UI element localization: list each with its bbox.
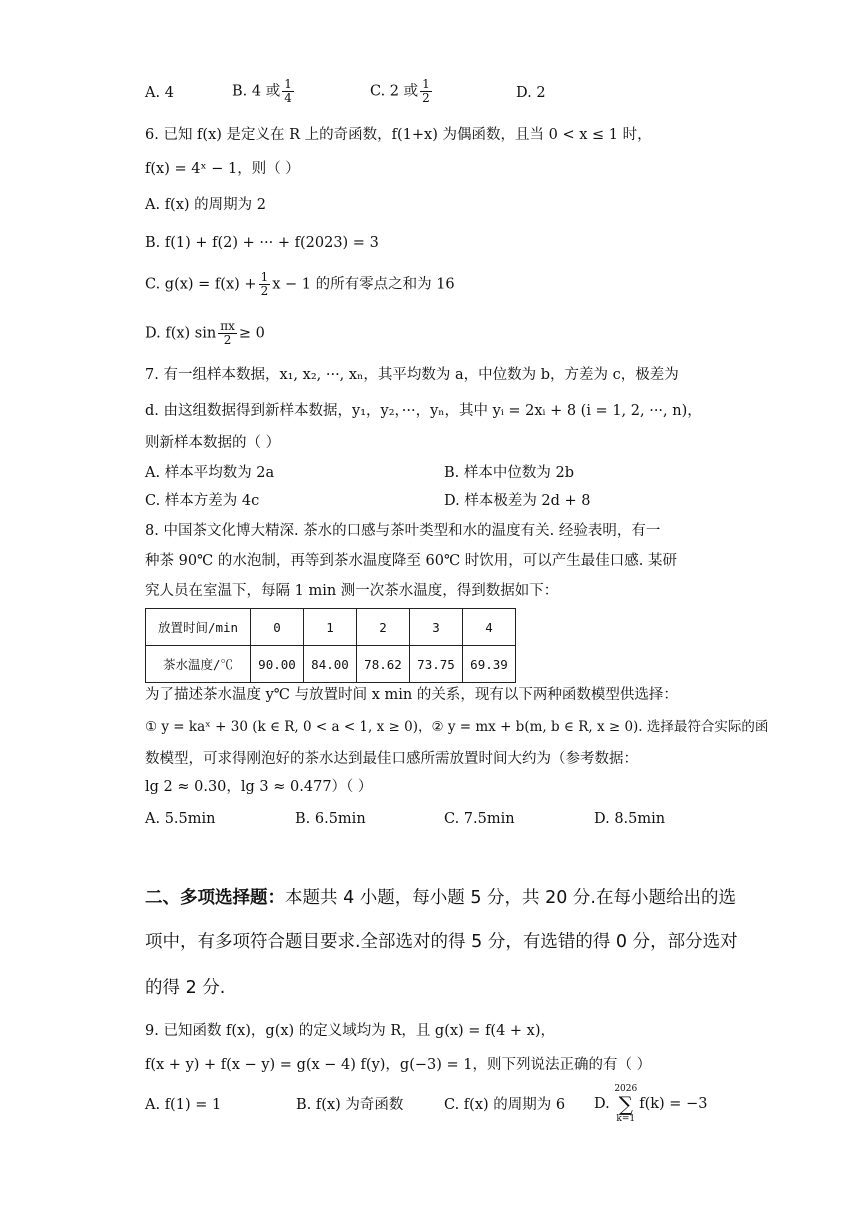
q7-option-c: C. 样本方差为 4c (145, 493, 260, 509)
q8-option-c: C. 7.5min (444, 811, 515, 827)
table-cell: 2 (357, 609, 410, 646)
q9-option-a: A. f(1) = 1 (145, 1097, 222, 1113)
q6-option-b: B. f(1) + f(2) + ··· + f(2023) = 3 (145, 235, 379, 251)
q8-stem-line2: 种茶 90℃ 的水泡制，再等到茶水温度降至 60℃ 时饮用，可以产生最佳口感. 某研 (145, 553, 677, 569)
q9-option-b: B. f(x) 为奇函数 (296, 1097, 404, 1113)
q8-option-a: A. 5.5min (145, 811, 216, 827)
section2-line1 (145, 886, 736, 910)
q5-option-c-text: C. 2 或 (370, 83, 419, 100)
q6-option-a: A. f(x) 的周期为 2 (145, 197, 266, 213)
fraction (282, 78, 294, 105)
q5-option-b (232, 78, 296, 105)
table-cell: 90.00 (251, 646, 304, 683)
sum-lower-limit: k=1 (616, 1114, 636, 1124)
q6-option-c-pre: C. g(x) = f(x) + (145, 276, 257, 293)
denominator: 2 (223, 333, 232, 347)
sigma-icon: ∑ (618, 1092, 633, 1116)
q7-option-a: A. 样本平均数为 2a (145, 465, 275, 481)
q8-stem-line5: ① y = kaˣ + 30 (k ∈ R, 0 < a < 1, x ≥ 0)，② y = mx + b(m, b ∈ R, x ≥ 0). 选择最符合实际的函 (145, 719, 769, 735)
section2-text: 本题共 4 小题，每小题 5 分，共 20 分.在每小题给出的选 (285, 888, 736, 908)
table-cell: 78.62 (357, 646, 410, 683)
q5-option-b-text: B. 4 或 (232, 83, 281, 100)
denominator: 2 (260, 284, 269, 298)
sum-upper-limit: 2026 (614, 1084, 638, 1094)
numerator: 1 (284, 77, 292, 91)
q5-option-d: D. 2 (516, 85, 546, 101)
denominator: 4 (284, 91, 292, 105)
q6-option-d-post: ≥ 0 (238, 325, 265, 342)
q7-stem-line1: 7. 有一组样本数据，x₁, x₂, ···, xₙ，其平均数为 a，中位数为 b，方差为 c，极差为 (145, 367, 679, 383)
q9-option-d-post: f(k) = −3 (639, 1096, 708, 1112)
numerator: 1 (260, 270, 269, 284)
q5-option-c (370, 78, 434, 105)
q9-stem-line1: 9. 已知函数 f(x)，g(x) 的定义域均为 R，且 g(x) = f(4 + x)， (145, 1023, 556, 1039)
q8-stem-line6: 数模型，可求得刚泡好的茶水达到最佳口感所需放置时间大约为（参考数据： (145, 751, 638, 767)
table-row (146, 646, 516, 683)
table-cell: 4 (463, 609, 516, 646)
q7-stem-line3: 则新样本数据的（ ） (145, 435, 281, 451)
numerator: 1 (422, 77, 430, 91)
q7-stem-line2: d. 由这组数据得到新样本数据，y₁，y₂，···，yₙ，其中 yᵢ = 2xᵢ + 8 (i = 1, 2, ···, n)， (145, 403, 702, 419)
table-cell: 84.00 (304, 646, 357, 683)
q8-stem-line1: 8. 中国茶文化博大精深. 茶水的口感与茶叶类型和水的温度有关. 经验表明，有一 (145, 523, 661, 539)
table-cell: 1 (304, 609, 357, 646)
table-header-temperature: 茶水温度/℃ (146, 646, 251, 683)
section2-title: 二、多项选择题： (145, 888, 285, 908)
q6-option-c-post: x − 1 的所有零点之和为 16 (272, 276, 455, 293)
summation (614, 1084, 637, 1124)
q9-option-d (594, 1084, 707, 1124)
tea-temperature-table (145, 608, 516, 683)
q8-option-b: B. 6.5min (295, 811, 366, 827)
q7-option-d: D. 样本极差为 2d + 8 (444, 493, 591, 509)
table-cell: 3 (410, 609, 463, 646)
q6-option-c (145, 271, 455, 298)
section2-line3: 的得 2 分. (145, 978, 226, 998)
fraction (218, 320, 237, 347)
q6-stem-line2: f(x) = 4ˣ − 1，则（ ） (145, 161, 300, 177)
q8-stem-line3: 究人员在室温下，每隔 1 min 测一次茶水温度，得到数据如下： (145, 583, 559, 599)
table-cell: 69.39 (463, 646, 516, 683)
section2-line2: 项中，有多项符合题目要求.全部选对的得 5 分，有选错的得 0 分，部分选对 (145, 932, 738, 952)
denominator: 2 (422, 91, 430, 105)
q6-option-d (145, 320, 265, 347)
q6-stem-line1: 6. 已知 f(x) 是定义在 R 上的奇函数，f(1+x) 为偶函数，且当 0 < x ≤ 1 时， (145, 127, 652, 143)
q9-option-d-pre: D. (594, 1096, 610, 1112)
table-row (146, 609, 516, 646)
fraction (420, 78, 432, 105)
numerator: πx (220, 319, 235, 333)
q5-option-a: A. 4 (145, 85, 174, 101)
q9-option-c: C. f(x) 的周期为 6 (444, 1097, 566, 1113)
q9-stem-line2: f(x + y) + f(x − y) = g(x − 4) f(y)，g(−3) = 1，则下列说法正确的有（ ） (145, 1057, 652, 1073)
q8-stem-line7: lg 2 ≈ 0.30，lg 3 ≈ 0.477）（ ） (145, 779, 373, 795)
q8-option-d: D. 8.5min (594, 811, 666, 827)
table-cell: 0 (251, 609, 304, 646)
table-header-time: 放置时间/min (146, 609, 251, 646)
q7-option-b: B. 样本中位数为 2b (444, 465, 574, 481)
q8-stem-line4: 为了描述茶水温度 y℃ 与放置时间 x min 的关系，现有以下两种函数模型供选择： (145, 687, 678, 703)
fraction (259, 271, 271, 298)
q6-option-d-pre: D. f(x) sin (145, 325, 217, 342)
table-cell: 73.75 (410, 646, 463, 683)
